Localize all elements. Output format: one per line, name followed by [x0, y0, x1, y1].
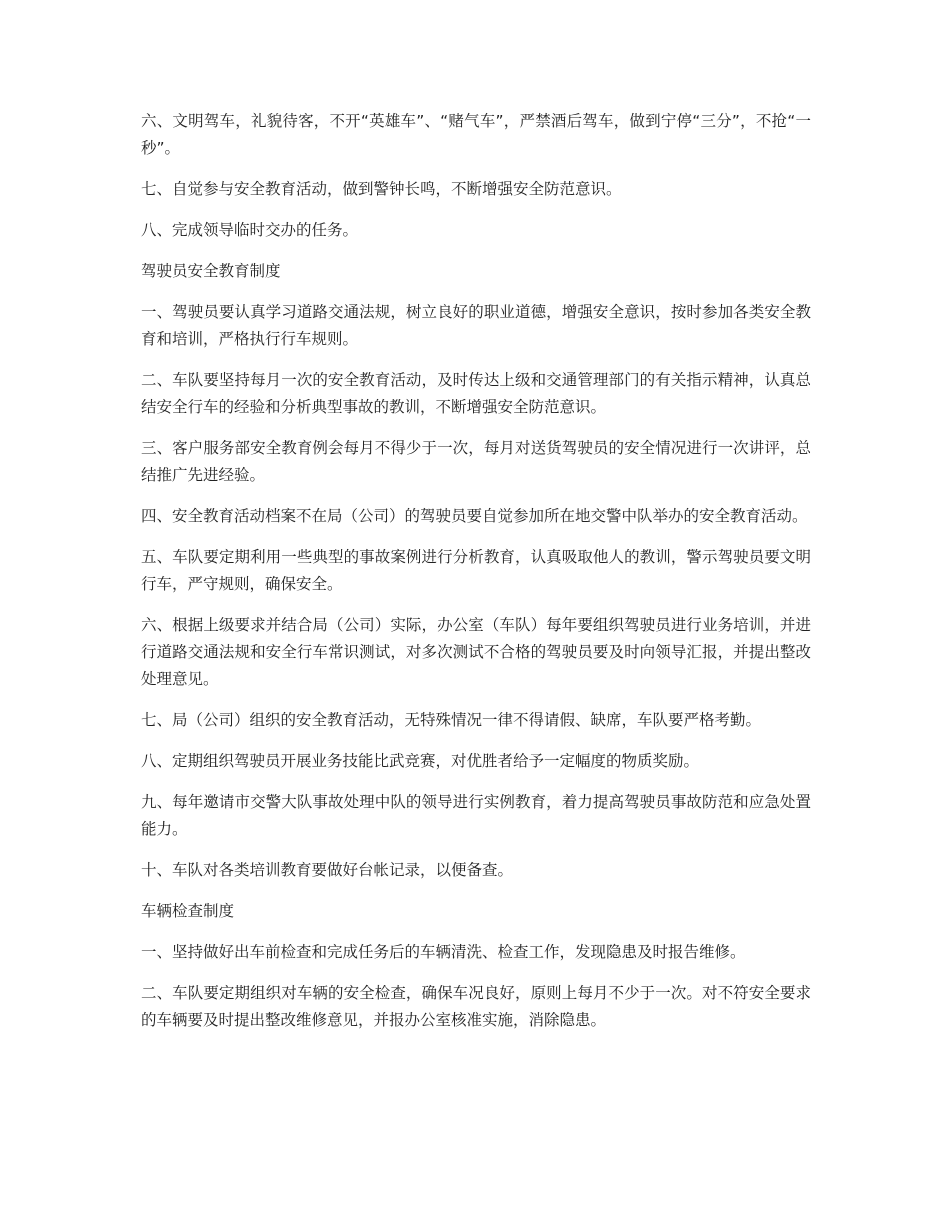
section-heading-vehicle-inspection: 车辆检查制度 [141, 902, 235, 920]
education-clause-8: 八、定期组织驾驶员开展业务技能比武竞赛，对优胜者给予一定幅度的物质奖励。 [141, 752, 700, 770]
education-clause-10: 十、车队对各类培训教育要做好台帐记录，以便备查。 [141, 861, 514, 879]
education-clause-7: 七、局（公司）组织的安全教育活动，无特殊情况一律不得请假、缺席，车队要严格考勤。 [141, 711, 762, 729]
education-clause-4: 四、安全教育活动档案不在局（公司）的驾驶员要自觉参加所在地交警中队举办的安全教育活动。 [141, 507, 808, 525]
education-clause-2: 二、车队要坚持每月一次的安全教育活动，及时传达上级和交通管理部门的有关指示精神，认真总结安全行车的经验和分析典型事故的教训，不断增强安全防范意识。 [141, 371, 811, 416]
education-clause-1: 一、驾驶员要认真学习道路交通法规，树立良好的职业道德，增强安全意识，按时参加各类安全教育和培训，严格执行行车规则。 [141, 303, 811, 348]
clause-7-safety-activities: 七、自觉参与安全教育活动，做到警钟长鸣，不断增强安全防范意识。 [141, 180, 622, 198]
education-clause-6: 六、根据上级要求并结合局（公司）实际，办公室（车队）每年要组织驾驶员进行业务培训，并进行道路交通法规和安全行车常识测试，对多次测试不合格的驾驶员要及时向领导汇报，并提出整改处理意见。 [141, 616, 811, 688]
education-clause-3: 三、客户服务部安全教育例会每月不得少于一次，每月对送货驾驶员的安全情况进行一次讲评，总结推广先进经验。 [141, 439, 811, 484]
section-heading-driver-safety-education: 驾驶员安全教育制度 [141, 262, 281, 280]
clause-6-civil-driving: 六、文明驾车，礼貌待客，不开“英雄车”、“赌气车”，严禁酒后驾车，做到宁停“三分”，不抢“一秒”。 [141, 112, 811, 157]
document-body [141, 108, 811, 1048]
clause-8-temporary-tasks: 八、完成领导临时交办的任务。 [141, 221, 359, 239]
education-clause-5: 五、车队要定期利用一些典型的事故案例进行分析教育，认真吸取他人的教训，警示驾驶员要文明行车，严守规则，确保安全。 [141, 548, 811, 593]
inspection-clause-2: 二、车队要定期组织对车辆的安全检查，确保车况良好，原则上每月不少于一次。对不符安全要求的车辆要及时提出整改维修意见，并报办公室核准实施，消除隐患。 [141, 984, 811, 1029]
inspection-clause-1: 一、坚持做好出车前检查和完成任务后的车辆清洗、检查工作，发现隐患及时报告维修。 [141, 943, 746, 961]
education-clause-9: 九、每年邀请市交警大队事故处理中队的领导进行实例教育，着力提高驾驶员事故防范和应急处置能力。 [141, 793, 811, 838]
